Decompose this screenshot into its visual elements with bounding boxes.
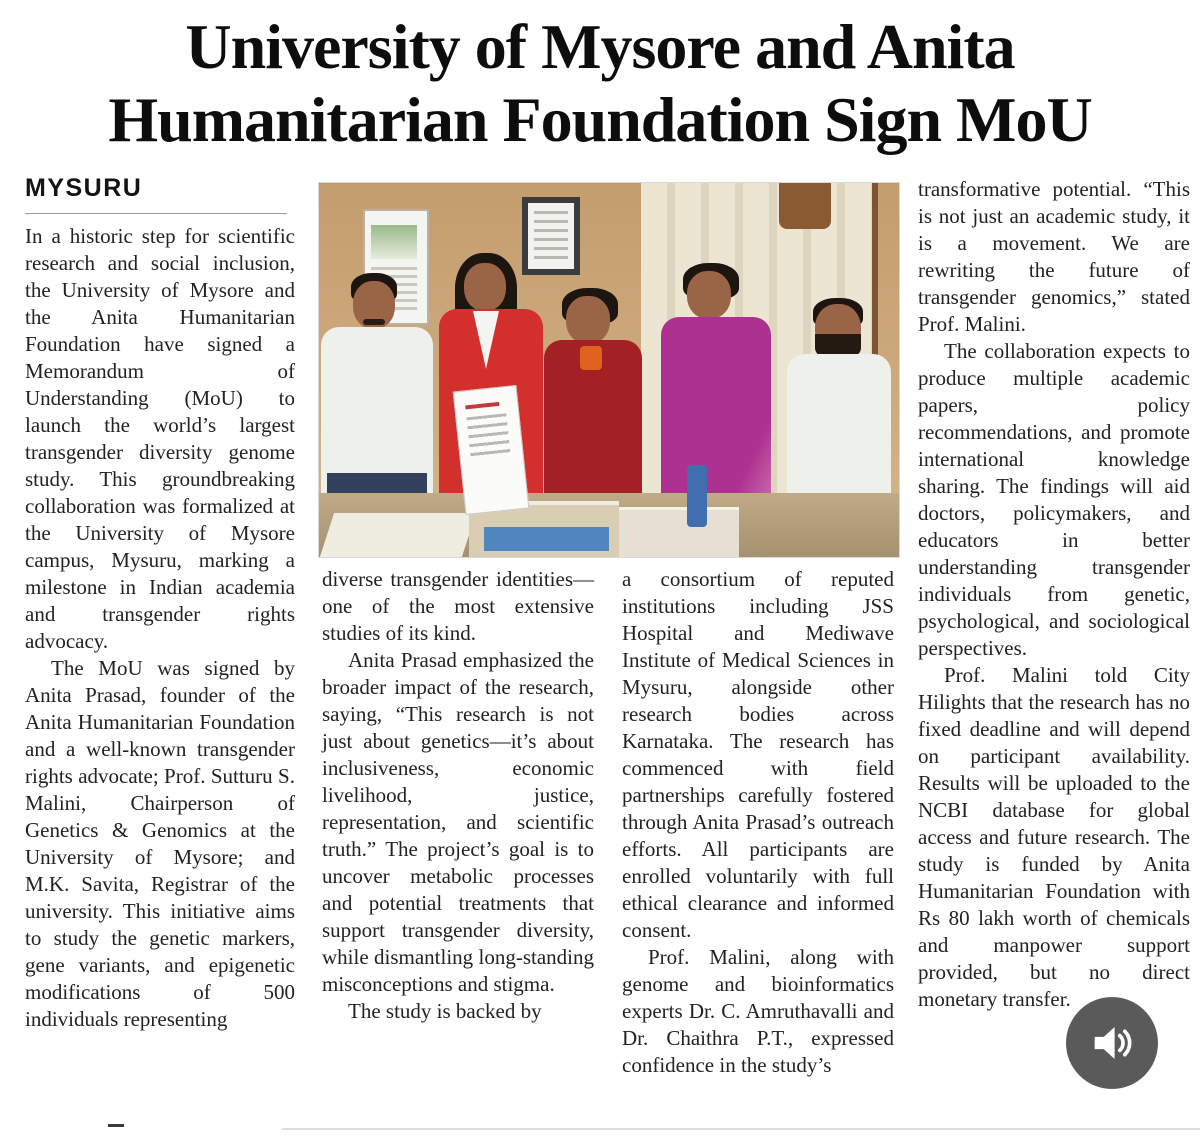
article-column-4: [918, 176, 1190, 1013]
headline: [0, 10, 1200, 156]
person-saree-accent: [580, 346, 602, 370]
speaker-icon: [1086, 1017, 1138, 1069]
article-paragraph: a consortium of reputed institutions including JSS Hospital and Mediwave Institute of Medical Sciences in Mysuru, alongside other research bodies across Karnataka. The research has commenced with field partnerships carefully fostered through Anita Prasad’s outreach efforts. All participants are enrolled voluntarily with full ethical clearance and informed consent.: [622, 567, 894, 942]
article-paragraph: Prof. Malini, along with genome and bioinformatics experts Dr. C. Amruthavalli and Dr. Chaithra P.T., expressed confidence in the study’s: [622, 945, 894, 1077]
article-paragraph: In a historic step for scientific research and social inclusion, the University of Mysore and the Anita Humanitarian Foundation have signed a Memorandum of Understanding (MoU) to launch the world’s largest transgender diversity genome study. This groundbreaking collaboration was formalized at the University of Mysore campus, Mysuru, marking a milestone in Indian academia and transgender rights advocacy.: [25, 224, 295, 653]
poster-image: [371, 225, 417, 259]
article-column-2: [322, 566, 594, 1025]
person-head: [464, 263, 506, 311]
article-photo: [318, 182, 900, 558]
article-paragraph: The study is backed by: [348, 999, 542, 1023]
desk-bottle: [687, 465, 707, 527]
headline-line1: University of Mysore and Anita: [185, 11, 1015, 82]
bottom-divider: [282, 1128, 1200, 1130]
audio-button[interactable]: [1066, 997, 1158, 1089]
person-mustache: [363, 319, 385, 325]
desk-papers: [619, 507, 739, 558]
kicker-rule: [25, 213, 287, 214]
article-paragraph: Prof. Malini told City Hilights that the research has no fixed deadline and will depend on participant availability. Results will be uploaded to the NCBI database for global access and future research. The study is funded by Anita Humanitarian Foundation with Rs 80 lakh worth of chemicals and manpower support provided, but no direct monetary transfer.: [918, 663, 1190, 1011]
dateline-kicker: MYSURU: [25, 174, 143, 202]
desk-papers: [320, 513, 476, 557]
desk-blue-folder: [484, 527, 609, 551]
photo-curtain-pelmet: [779, 183, 831, 229]
article-paragraph: diverse transgender identities—one of the most extensive studies of its kind.: [322, 567, 594, 645]
article-paragraph: Anita Prasad emphasized the broader impact of the research, saying, “This research is not just about genetics—it’s about inclusiveness, economic livelihood, justice, representation, and scientific truth.” The project’s goal is to uncover metabolic processes and potential treatments that support transgender diversity, while dismantling long-standing misconceptions and stigma.: [322, 648, 594, 996]
article-paragraph: transformative potential. “This is not just an academic study, it is a movement. We are rewriting the future of transgender genomics,” stated Prof. Malini.: [918, 177, 1190, 336]
article-column-3: [622, 566, 894, 1079]
photo-desk: [319, 493, 900, 558]
headline-line2: Humanitarian Foundation Sign MoU: [108, 84, 1092, 155]
article-paragraph: The collaboration expects to produce multiple academic papers, policy recommendations, and promote international knowledge sharing. The findings will aid doctors, policymakers, and educators in better understanding transgender individuals from genetic, psychological, and sociological perspectives.: [918, 339, 1190, 660]
article-column-1: [25, 175, 295, 1033]
person-head: [687, 271, 731, 319]
person-head: [566, 296, 610, 344]
article-paragraph: The MoU was signed by Anita Prasad, founder of the Anita Humanitarian Foundation and a well-known transgender rights advocate; Prof. Sutturu S. Malini, Chairperson of Genetics & Genomics at the University of Mysore; and M.K. Savita, Registrar of the university. This initiative aims to study the genetic markers, gene variants, and epigenetic modifications of 500 individuals representing: [25, 656, 295, 1031]
mou-document: [453, 385, 530, 515]
continuation-dash: [108, 1124, 124, 1127]
